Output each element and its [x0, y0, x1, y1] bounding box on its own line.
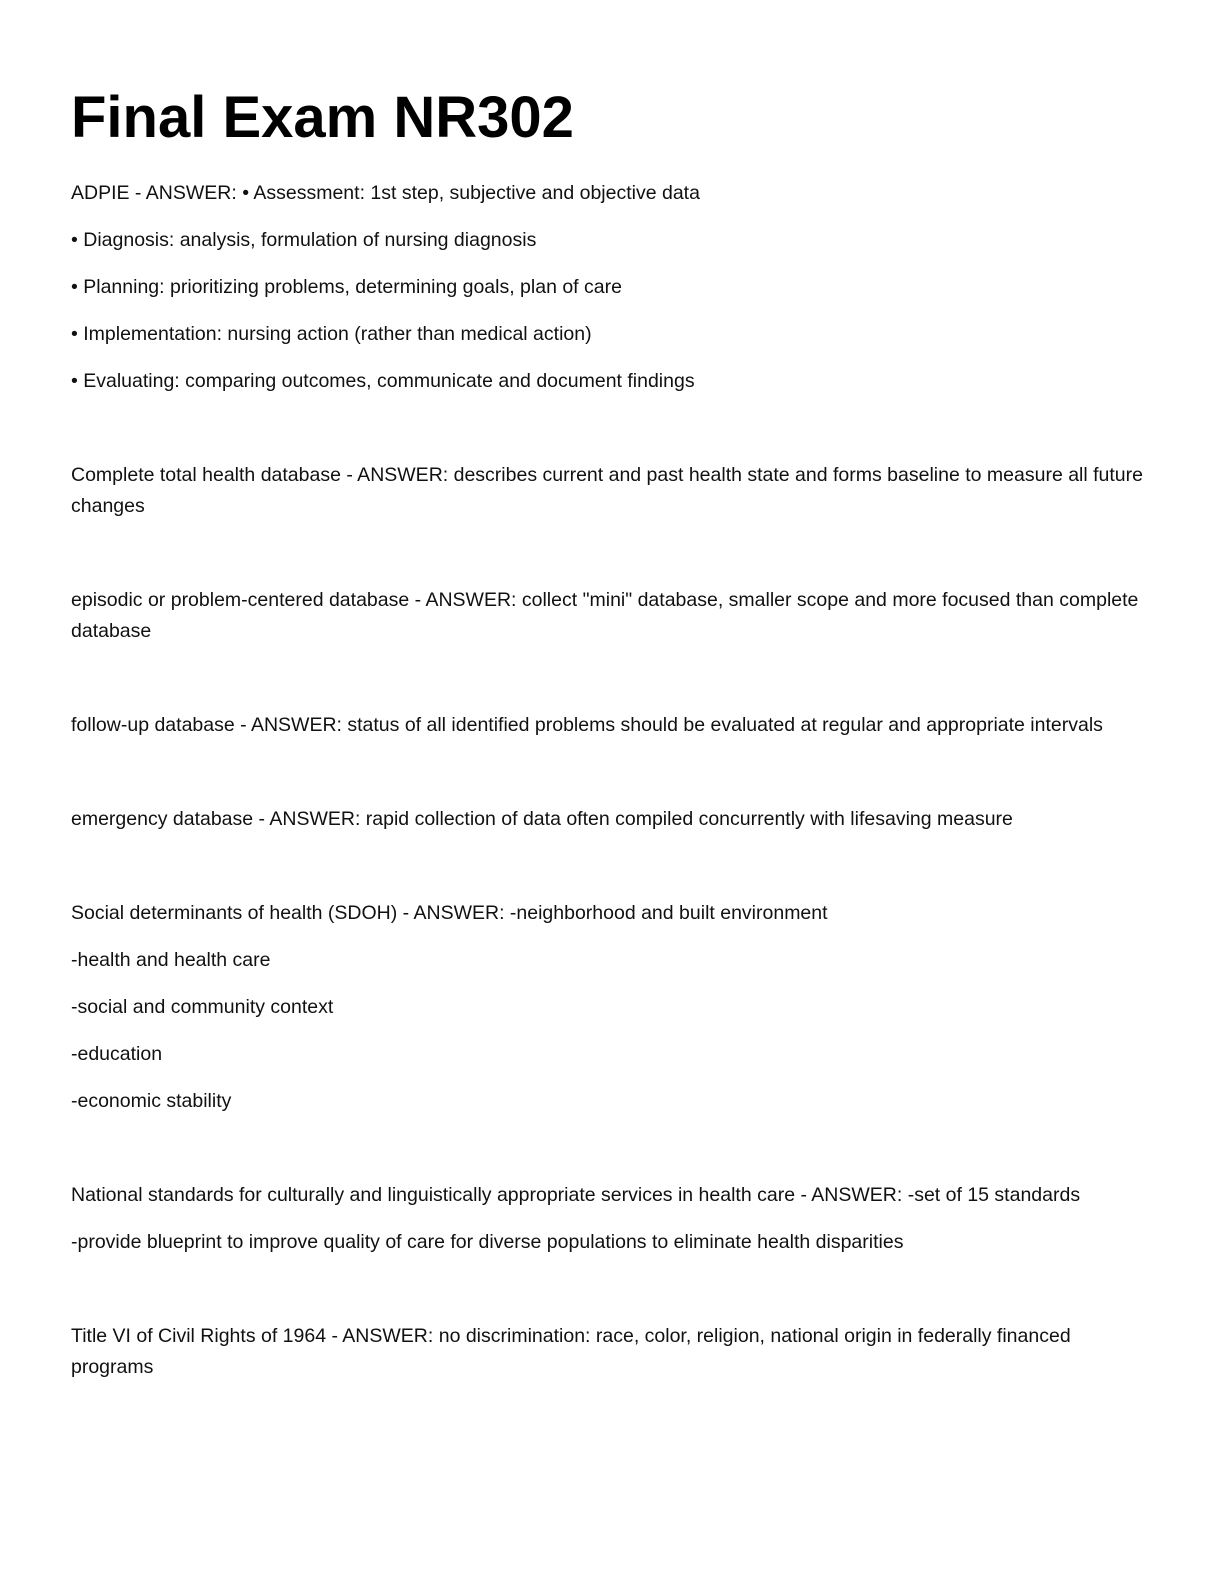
spacer — [71, 538, 1151, 585]
entry-line: episodic or problem-centered database - ANSWER: collect "mini" database, smaller scope and more focused than complete database — [71, 589, 1139, 642]
entry-line: • Implementation: nursing action (rather than medical action) — [71, 323, 592, 345]
entry-follow-up-database — [71, 710, 1151, 741]
entry-emergency-database — [71, 804, 1151, 835]
entry-line: Title VI of Civil Rights of 1964 - ANSWER: no discrimination: race, color, religion, national origin in federally financed programs — [71, 1325, 1071, 1378]
entry-line: Complete total health database - ANSWER: describes current and past health state and forms baseline to measure all future changes — [71, 464, 1143, 517]
spacer — [71, 851, 1151, 898]
entry-clas-standards — [71, 1180, 1151, 1258]
spacer — [71, 1133, 1151, 1180]
entry-line: Social determinants of health (SDOH) - ANSWER: -neighborhood and built environment — [71, 902, 828, 924]
entry-line: National standards for culturally and linguistically appropriate services in health care - ANSWER: -set of 15 standards — [71, 1184, 1081, 1206]
entry-title-vi — [71, 1321, 1151, 1383]
entry-line: follow-up database - ANSWER: status of all identified problems should be evaluated at regular and appropriate intervals — [71, 714, 1103, 736]
entry-line: • Planning: prioritizing problems, determining goals, plan of care — [71, 276, 622, 298]
entry-episodic-database — [71, 585, 1151, 647]
document-page — [71, 78, 1151, 1399]
spacer — [71, 757, 1151, 804]
entry-line: -education — [71, 1043, 163, 1065]
spacer — [71, 663, 1151, 710]
page-title: Final Exam NR302 — [71, 85, 574, 150]
spacer — [71, 1274, 1151, 1321]
entry-sdoh — [71, 898, 1151, 1117]
entry-complete-database — [71, 460, 1151, 522]
spacer — [71, 413, 1151, 460]
entry-line: emergency database - ANSWER: rapid collection of data often compiled concurrently with lifesaving measure — [71, 808, 1013, 830]
entry-line: -health and health care — [71, 949, 271, 971]
entry-line: -provide blueprint to improve quality of care for diverse populations to eliminate health disparities — [71, 1231, 904, 1253]
entry-line: • Diagnosis: analysis, formulation of nursing diagnosis — [71, 229, 537, 251]
entry-line: -economic stability — [71, 1090, 232, 1112]
entry-adpie — [71, 178, 1151, 397]
entry-line: ADPIE - ANSWER: • Assessment: 1st step, subjective and objective data — [71, 182, 700, 204]
entry-line: -social and community context — [71, 996, 334, 1018]
entry-line: • Evaluating: comparing outcomes, communicate and document findings — [71, 370, 695, 392]
